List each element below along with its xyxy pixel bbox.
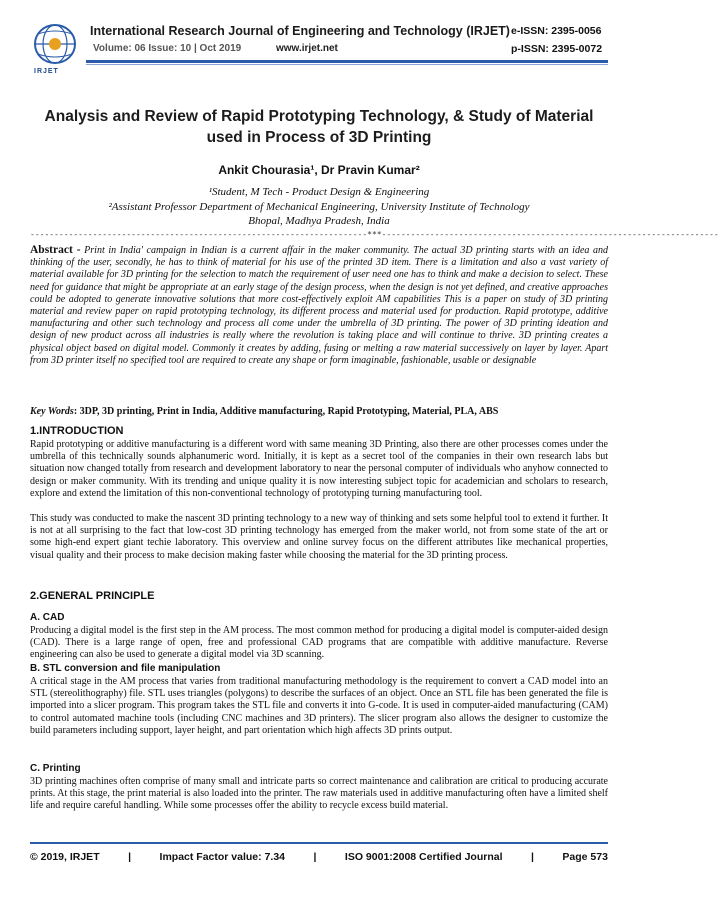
page-footer [30, 851, 608, 863]
footer-page-number: Page 573 [562, 851, 608, 863]
eissn: e-ISSN: 2395-0056 [511, 25, 602, 37]
section-1-heading: 1.INTRODUCTION [30, 425, 124, 437]
journal-title: International Research Journal of Engineering and Technology (IRJET) [90, 24, 510, 38]
abstract [30, 244, 608, 367]
abstract-label: Abstract - [30, 244, 81, 256]
subsection-b-text: A critical stage in the AM process that varies from traditional manufacturing methodology is the requirement to convert a CAD model into an STL (stereolithography) file. STL uses triangles (polygons) to describe the surfaces of an object. Once an STL file has been generated the file is imported into a slicer program. This program takes the STL file and converts it into G-code. It is used in computer-aided manufacturing (CAM) to control automated machine tools (including CNC machines and 3D printers). The slicer program also allows the designer to customize the build parameters including support, layer height, and part orientation which high affects 3D prints output. [30, 676, 608, 736]
paper-authors: Ankit Chourasia¹, Dr Pravin Kumar² [218, 163, 420, 177]
footer-separator: | [530, 851, 534, 863]
footer-impact-factor: Impact Factor value: 7.34 [159, 851, 285, 863]
subsection-a-heading: A. CAD [30, 612, 65, 623]
logo-text: IRJET [34, 68, 59, 75]
separator-line: ----------------------------------------------------------------------***---------------------------------------------------------------------- [30, 230, 719, 239]
footer-separator: | [313, 851, 317, 863]
affiliation-1: ¹Student, M Tech - Product Design & Engineering [208, 186, 430, 198]
footer-copyright: © 2019, IRJET [30, 851, 100, 863]
pissn: p-ISSN: 2395-0072 [511, 43, 603, 55]
section-1-paragraph-2: This study was conducted to make the nascent 3D printing technology to a new way of thinking and sets some helpful tool to extend it further. It is not at all surprising to the fact that low-cost 3D printing technology has emerged from the maker world, not from some state of the art or some high-end expert giant techie laboratory. This overview and online survey focus on the different attributes like mechanical properties, visual quality and their process to make decision making faster while choosing the material for the 3D printing process. [30, 513, 608, 561]
footer-iso: ISO 9001:2008 Certified Journal [344, 851, 503, 863]
keywords [30, 406, 608, 418]
section-1-paragraph-1: Rapid prototyping or additive manufacturing is a different word with same meaning 3D Printing, also there are other processes comes under the umbrella of this technically sounds alphanumeric word. Initially, it is kept as a secret tool of the companies in their own research labs but situation now changed totally from research and development laboratory to near the personal computer of individuals who anyhow connected to design or maker community. With its trending and unique quality it is now interesting subject topic for academician and scholars to research, explore and extend the limitation of this non-conventional technology of prototyping turning manufacturing tool. [30, 439, 608, 499]
abstract-text: Print in India' campaign in Indian is a current affair in the maker community. The actual 3D printing starts with an idea and thinking of the user, secondly, he has to think of material for his use of the printed 3D item. There is a limitation and also a vast variety of material available for 3D printing for the selection to match the requirement of user need one has to think and make a decision to select. These need for guidance that might be appropriate at an early stage of the design process, when the design is not yet defined, and creative approaches could be adopted to generate innovative solutions that more cost-effectively exploit AM capabilities This is a paper on study of 3D printing material and review paper on rapid prototyping technology, its different process and material used for production. Rapid prototype, additive manufacturing and other such technology and process all come under the umbrella of 3D printing. The power of 3D printing ideation and design of new product across all industries is really where the revolution is taking place and will continue to thrive. 3D printing creates a physical object based on digital model. Commonly it creates by adding, fusing or melting a raw material successively on layer by layer. Apart from 3D printer itself no specified tool are required to create any shape or form imaginable, fashionable, usable or designable [30, 245, 608, 366]
header-rule-thin [86, 64, 608, 65]
footer-separator: | [128, 851, 132, 863]
journal-header [0, 0, 638, 92]
keywords-text: : 3DP, 3D printing, Print in India, Additive manufacturing, Rapid Prototyping, Material, PLA, ABS [73, 406, 499, 417]
volume-issue: Volume: 06 Issue: 10 | Oct 2019 [93, 43, 242, 54]
affiliation-2: ²Assistant Professor Department of Mechanical Engineering, University Institute of Technology [108, 201, 530, 213]
subsection-c-heading: C. Printing [30, 763, 81, 774]
footer-rule [30, 842, 608, 844]
website-link[interactable]: www.irjet.net [276, 43, 338, 54]
paper-title: Analysis and Review of Rapid Prototyping Technology, & Study of Material used in Process of 3D Printing [44, 108, 594, 146]
subsection-b-heading: B. STL conversion and file manipulation [30, 663, 221, 674]
subsection-a-text: Producing a digital model is the first step in the AM process. The most common method for producing a digital model is computer-aided design (CAD). There is a large range of open, free and professional CAD programs that are compatible with additive manufacture. Reverse engineering can also be used to generate a digital model via 3D scanning. [30, 625, 608, 661]
keywords-label: Key Words [30, 406, 74, 417]
affiliation-3: Bhopal, Madhya Pradesh, India [248, 215, 390, 227]
subsection-c-text: 3D printing machines often comprise of many small and intricate parts so correct maintenance and calibration are critical to producing accurate prints. At this stage, the print material is also loaded into the printer. The raw materials used in additive manufacturing often have a limited shelf life and require careful handling. While some processes offer the ability to recycle excess build material. [30, 776, 608, 812]
header-rule [86, 60, 608, 63]
section-2-heading: 2.GENERAL PRINCIPLE [30, 590, 155, 602]
